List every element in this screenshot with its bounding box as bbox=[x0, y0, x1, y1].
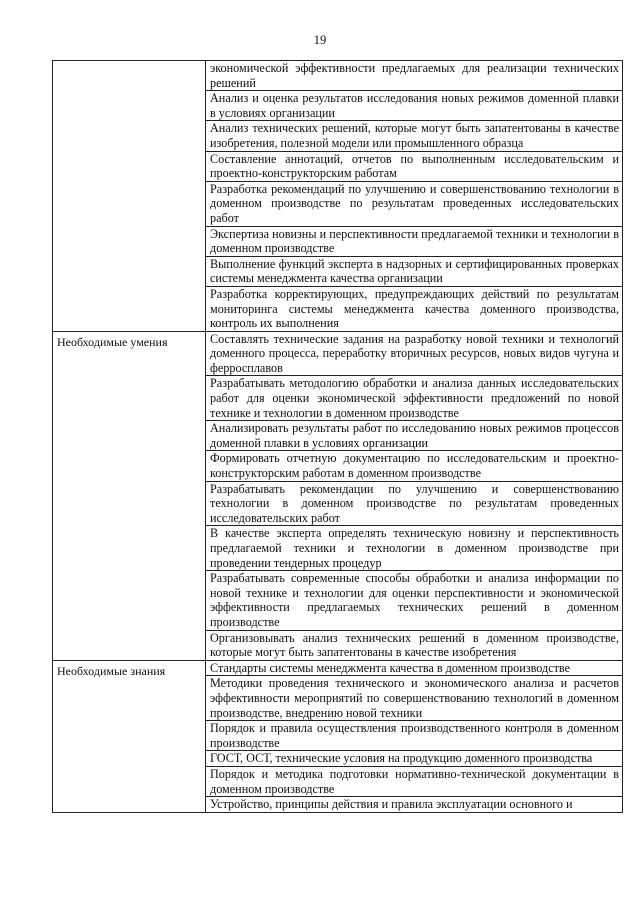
list-item: Стандарты системы менеджмента качества в доменном производстве bbox=[206, 661, 622, 677]
row-label: Необходимые умения bbox=[53, 331, 206, 660]
list-item: ГОСТ, ОСТ, технические условия на продукцию доменного производства bbox=[206, 751, 622, 767]
list-item: Анализировать результаты работ по исследованию новых режимов процессов доменной плавки в условиях организации bbox=[206, 421, 622, 451]
list-item: Порядок и правила осуществления производственного контроля в доменном производстве bbox=[206, 721, 622, 751]
table-row bbox=[53, 61, 623, 332]
row-items bbox=[206, 660, 623, 812]
list-item: Составлять технические задания на разработку новой техники и технологий доменного процесса, переработку вторичных ресурсов, новых видов чугуна и ферросплавов bbox=[206, 332, 622, 377]
list-item: Устройство, принципы действия и правила эксплуатации основного и bbox=[210, 797, 573, 812]
list-item: Разрабатывать методологию обработки и анализа данных исследовательских работ для оценки экономической эффективности предложений по новой технике и технологии в доменном производстве bbox=[206, 376, 622, 421]
list-item: Порядок и методика подготовки нормативно-технической документации в доменном производстве bbox=[206, 767, 622, 797]
table-row bbox=[53, 331, 623, 660]
list-item: Экспертиза новизны и перспективности предлагаемой техники и технологии в доменном производстве bbox=[206, 227, 622, 257]
list-item: В качестве эксперта определять техническую новизну и перспективность предлагаемой техники и технологии в доменном производстве при проведении тендерных процедур bbox=[206, 526, 622, 571]
row-label: Необходимые знания bbox=[53, 660, 206, 812]
list-item: Выполнение функций эксперта в надзорных и сертифицированных проверках системы менеджмента качества организации bbox=[206, 257, 622, 287]
list-item: Разработка корректирующих, предупреждающих действий по результатам мониторинга системы менеджмента качества доменного производства, контроль их выполнения bbox=[210, 286, 619, 331]
table-row bbox=[53, 660, 623, 812]
list-item: Разрабатывать рекомендации по улучшению и совершенствованию технологии в доменном производстве по результатам проведенных исследовательских работ bbox=[206, 482, 622, 527]
page-number: 19 bbox=[313, 33, 327, 47]
row-items bbox=[206, 331, 623, 660]
list-item: экономической эффективности предлагаемых для реализации технических решений bbox=[206, 61, 622, 91]
list-item: Составление аннотаций, отчетов по выполненным исследовательским и проектно-конструкторским работам bbox=[206, 152, 622, 182]
list-item: Методики проведения технического и экономического анализа и расчетов эффективности мероприятий по совершенствованию технологий в доменном производстве, внедрению новой техники bbox=[206, 676, 622, 721]
competency-table bbox=[52, 60, 623, 813]
list-item: Разрабатывать современные способы обработки и анализа информации по новой технике и технологии для оценки перспективности и экономической эффективности предлагаемых технических решений в доменном производстве bbox=[206, 571, 622, 630]
list-item: Разработка рекомендаций по улучшению и совершенствованию технологии в доменном производстве по результатам проведенных исследовательских работ bbox=[206, 182, 622, 227]
row-label bbox=[53, 61, 206, 332]
row-items bbox=[206, 61, 623, 332]
list-item: Организовывать анализ технических решений в доменном производстве, которые могут быть запатентованы в качестве изобретения bbox=[210, 630, 619, 660]
list-item: Анализ и оценка результатов исследования новых режимов доменной плавки в условиях организации bbox=[206, 91, 622, 121]
list-item: Анализ технических решений, которые могут быть запатентованы в качестве изобретения, полезной модели или промышленного образца bbox=[206, 121, 622, 151]
list-item: Формировать отчетную документацию по исследовательским и проектно-конструкторским работам в доменном производстве bbox=[206, 451, 622, 481]
